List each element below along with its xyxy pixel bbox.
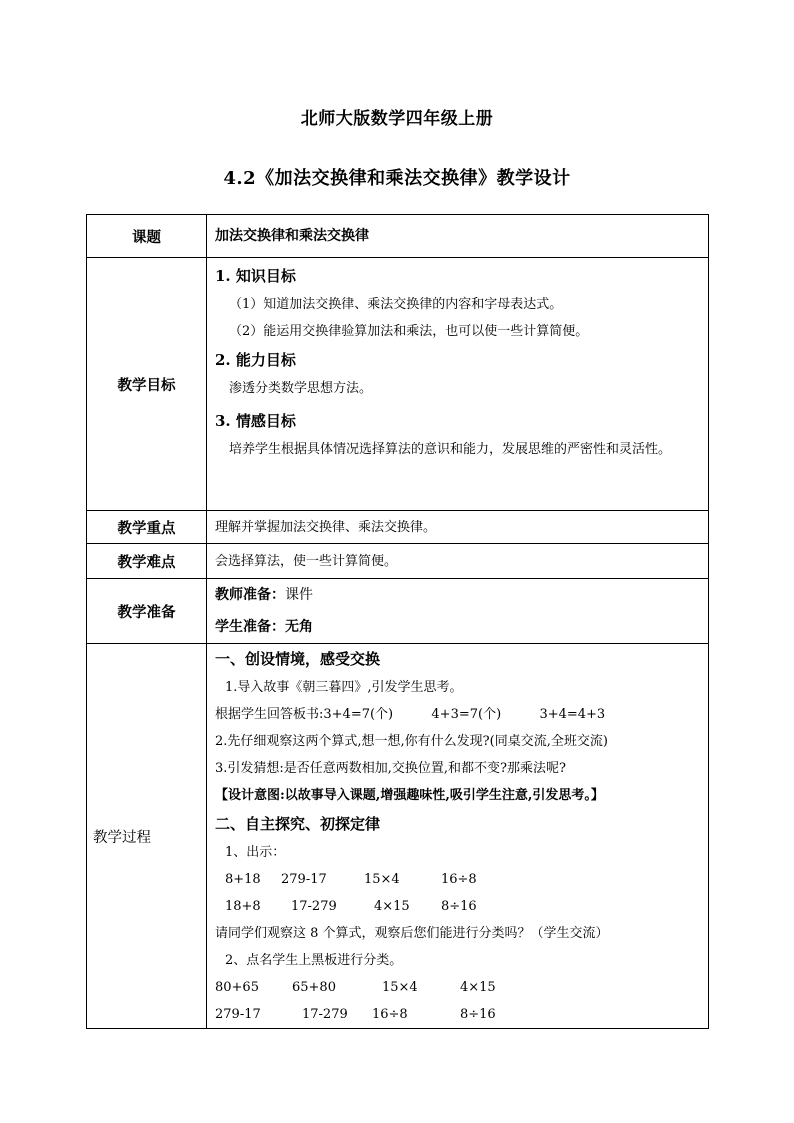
goal-emotion-1: 培养学生根据具体情况选择算法的意识和能力，发展思维的严密性和灵活性。 bbox=[229, 442, 672, 457]
board-text-a: 根据学生回答板书:3+4=7(个) bbox=[215, 707, 394, 722]
expression-row-4 bbox=[215, 1001, 708, 1028]
process-s1-line-2 bbox=[215, 701, 708, 728]
goal-knowledge-1: （1）知道加法交换律、乘法交换律的内容和字母表达式。 bbox=[229, 297, 563, 312]
goal-ability-1: 渗透分类数学思想方法。 bbox=[229, 381, 373, 396]
value-preparation bbox=[207, 579, 709, 644]
expr-cell: 16÷8 bbox=[372, 1007, 408, 1022]
goal-heading-knowledge: 1. 知识目标 bbox=[215, 267, 296, 285]
lesson-plan-table bbox=[86, 214, 709, 1029]
board-text-b: 4+3=7(个) bbox=[431, 707, 502, 722]
label-topic: 课题 bbox=[87, 215, 207, 258]
expr-cell: 8÷16 bbox=[460, 1007, 496, 1022]
process-s1-line-4: 3.引发猜想:是否任意两数相加,交换位置,和都不变?那乘法呢? bbox=[215, 761, 566, 776]
document-title: 北师大版数学四年级上册 bbox=[300, 109, 494, 129]
expr-cell: 15×4 bbox=[364, 872, 400, 887]
prep-student bbox=[215, 611, 708, 643]
value-difficulty bbox=[207, 544, 709, 579]
expr-cell: 8+18 bbox=[225, 872, 261, 887]
difficulty-text: 会选择算法，使一些计算简便。 bbox=[215, 553, 398, 569]
value-key-points bbox=[207, 511, 709, 544]
process-section-1-title: 一、创设情境，感受交换 bbox=[215, 650, 381, 668]
process-section-2-title: 二、自主探究、初探定律 bbox=[215, 815, 381, 833]
expr-cell: 279-17 bbox=[281, 872, 327, 887]
expr-cell: 16÷8 bbox=[441, 872, 477, 887]
expr-cell: 17-279 bbox=[291, 899, 337, 914]
process-s1-design-intent: 【设计意图:以故事导入课题,增强趣味性,吸引学生注意,引发思考。】 bbox=[215, 788, 604, 803]
expression-row-3 bbox=[215, 974, 708, 1001]
value-process bbox=[207, 644, 709, 1029]
table-row-goals bbox=[87, 258, 709, 511]
label-goals: 教学目标 bbox=[87, 258, 207, 511]
expr-cell: 279-17 bbox=[215, 1007, 261, 1022]
value-topic bbox=[207, 215, 709, 258]
expression-row-2 bbox=[215, 893, 708, 920]
table-row-process bbox=[87, 644, 709, 1029]
goal-knowledge-2: （2）能运用交换律验算加法和乘法，也可以使一些计算简便。 bbox=[229, 324, 589, 339]
key-points-text: 理解并掌握加法交换律、乘法交换律。 bbox=[215, 519, 437, 535]
expr-cell: 4×15 bbox=[460, 980, 496, 995]
label-difficulty: 教学难点 bbox=[87, 544, 207, 579]
topic-text: 加法交换律和乘法交换律 bbox=[215, 227, 369, 244]
value-goals bbox=[207, 258, 709, 511]
expr-cell: 17-279 bbox=[302, 1007, 348, 1022]
table-row-difficulty bbox=[87, 544, 709, 579]
process-s2-line-3: 2、点名学生上黑板进行分类。 bbox=[225, 953, 403, 968]
goal-heading-emotion: 3. 情感目标 bbox=[215, 412, 296, 430]
prep-student-label: 学生准备： bbox=[215, 619, 285, 635]
process-s2-line-1: 1、出示： bbox=[225, 845, 286, 860]
prep-teacher bbox=[215, 579, 708, 611]
prep-student-value: 无角 bbox=[285, 619, 313, 635]
label-process: 教学过程 bbox=[87, 644, 207, 1029]
prep-teacher-label: 教师准备： bbox=[215, 587, 285, 603]
process-s1-line-3: 2.先仔细观察这两个算式,想一想,你有什么发现?(同桌交流,全班交流) bbox=[215, 734, 608, 749]
expr-cell: 15×4 bbox=[382, 980, 418, 995]
expr-cell: 65+80 bbox=[292, 980, 336, 995]
board-text-c: 3+4=4+3 bbox=[539, 707, 606, 722]
expr-cell: 80+65 bbox=[215, 980, 259, 995]
process-s1-line-1: 1.导入故事《朝三暮四》,引发学生思考。 bbox=[225, 680, 463, 695]
expr-cell: 4×15 bbox=[374, 899, 410, 914]
goal-heading-ability: 2. 能力目标 bbox=[215, 351, 296, 369]
table-row-key-points bbox=[87, 511, 709, 544]
expression-row-1 bbox=[215, 866, 708, 893]
expr-cell: 18+8 bbox=[225, 899, 261, 914]
process-s2-line-2: 请同学们观察这 8 个算式，观察后您们能进行分类吗？（学生交流） bbox=[215, 926, 609, 941]
document-subtitle: 4.2《加法交换律和乘法交换律》教学设计 bbox=[223, 168, 571, 189]
expr-cell: 8÷16 bbox=[441, 899, 477, 914]
label-key-points: 教学重点 bbox=[87, 511, 207, 544]
label-preparation: 教学准备 bbox=[87, 579, 207, 644]
prep-teacher-value: 课件 bbox=[285, 587, 313, 603]
table-row-topic bbox=[87, 215, 709, 258]
table-row-preparation bbox=[87, 579, 709, 644]
